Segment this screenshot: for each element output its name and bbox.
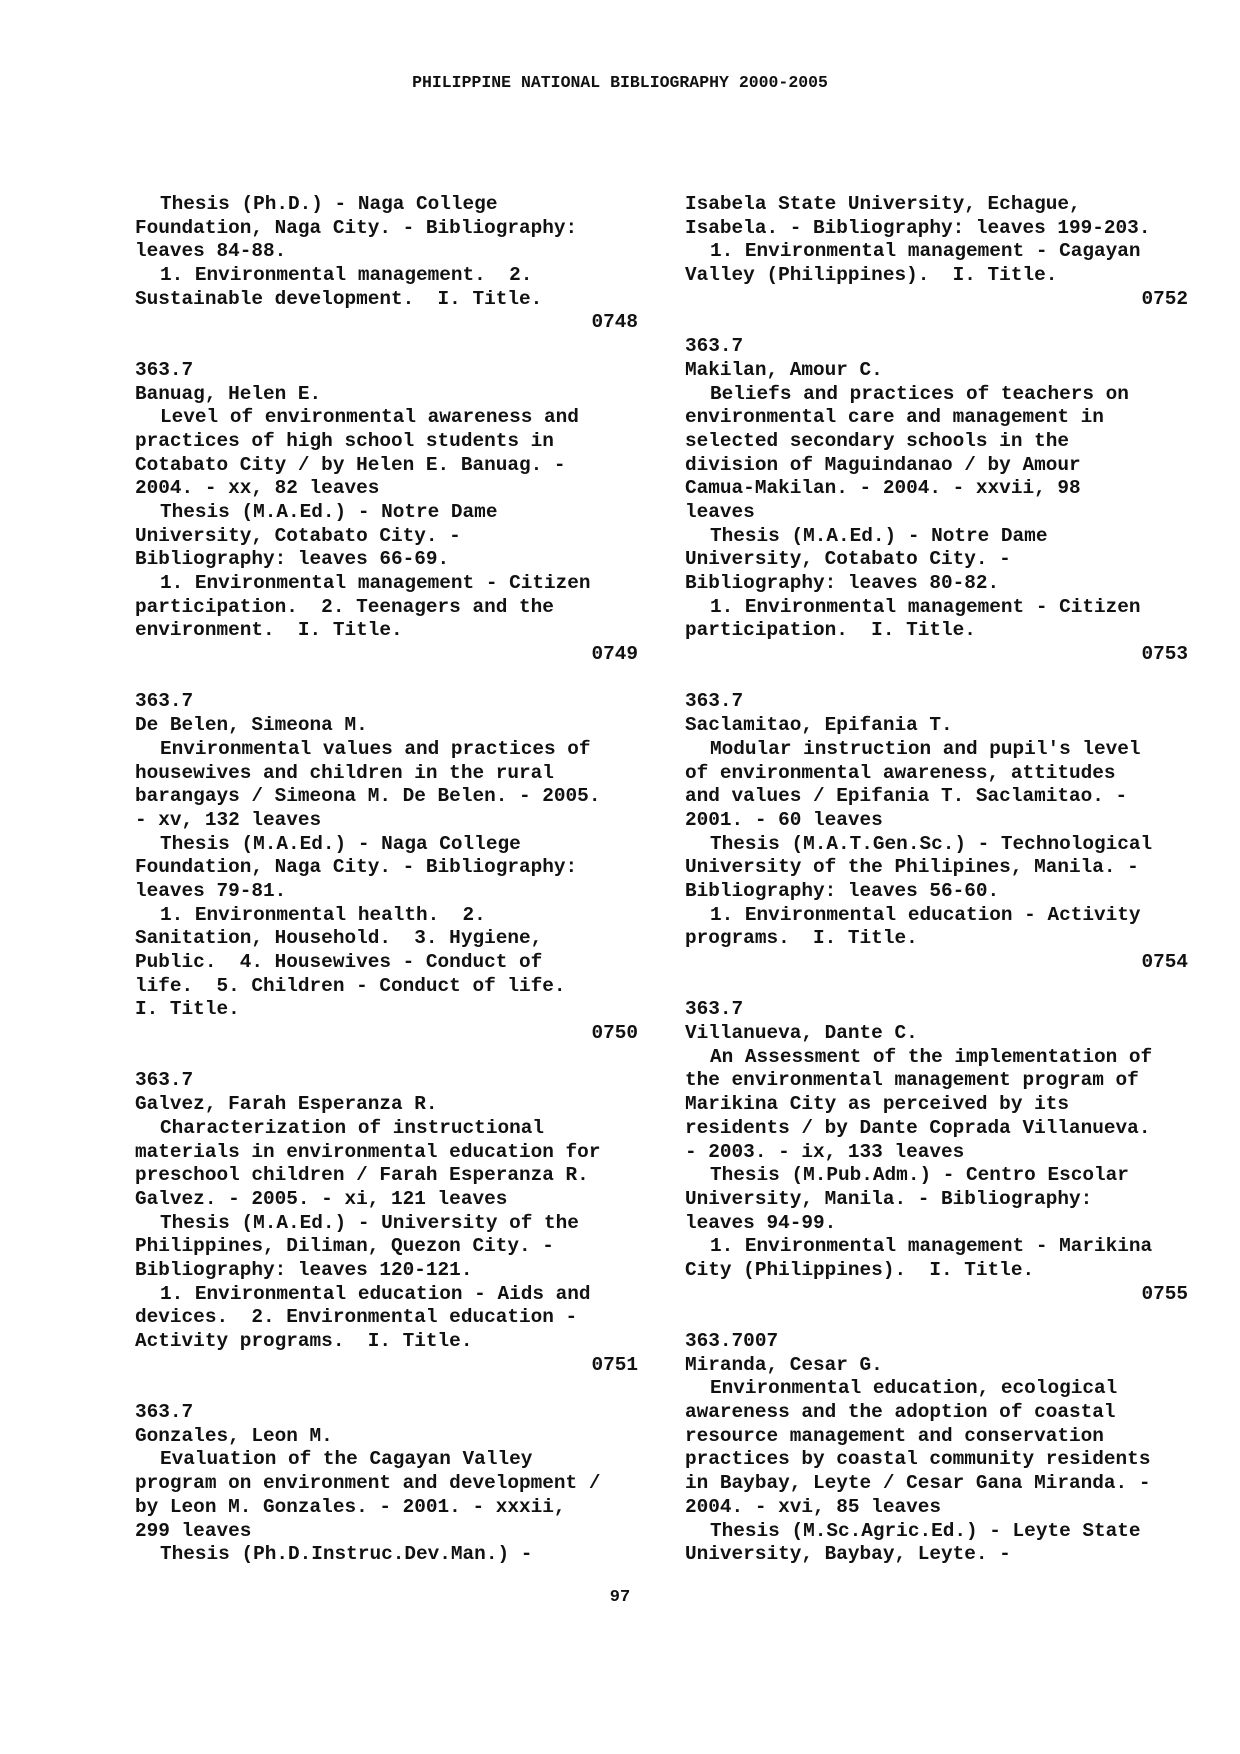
running-header: PHILIPPINE NATIONAL BIBLIOGRAPHY 2000-2005	[412, 73, 828, 92]
text-line: De Belen, Simeona M.	[135, 714, 368, 737]
text-line: Thesis (M.A.Ed.) - Naga College	[160, 832, 521, 855]
text-line: residents / by Dante Coprada Villanueva.	[685, 1116, 1151, 1139]
text-line	[135, 335, 638, 359]
text-line: University, Cotabato City. -	[135, 524, 461, 547]
text-line: leaves 84-88.	[135, 240, 287, 263]
text-line: leaves 94-99.	[685, 1211, 837, 1234]
text-line: Camua-Makilan. - 2004. - xxvii, 98	[685, 477, 1081, 500]
text-line: An Assessment of the implementation of	[710, 1045, 1153, 1068]
text-line: Foundation, Naga City. - Bibliography:	[135, 216, 578, 239]
text-line: Valley (Philippines). I. Title.	[685, 264, 1058, 287]
text-line: University, Cotabato City. -	[685, 548, 1011, 571]
text-line: Thesis (Ph.D.Instruc.Dev.Man.) -	[160, 1543, 533, 1566]
text-line: Galvez, Farah Esperanza R.	[135, 1093, 438, 1116]
text-line: Thesis (M.A.Ed.) - Notre Dame	[160, 500, 498, 523]
text-line: Evaluation of the Cagayan Valley	[160, 1448, 533, 1471]
text-line: 363.7	[685, 690, 744, 713]
text-line: Thesis (Ph.D.) - Naga College	[160, 193, 498, 215]
text-line	[685, 311, 1188, 335]
text-line: and values / Epifania T. Saclamitao. -	[685, 785, 1128, 808]
text-line: housewives and children in the rural	[135, 761, 554, 784]
text-line: programs. I. Title.	[685, 927, 918, 950]
text-line: Beliefs and practices of teachers on	[710, 382, 1129, 405]
text-line: selected secondary schools in the	[685, 429, 1069, 452]
text-line: Characterization of instructional	[160, 1116, 544, 1139]
text-line: Modular instruction and pupil's level	[710, 737, 1141, 760]
text-line: Thesis (M.A.T.Gen.Sc.) - Technological	[710, 832, 1153, 855]
text-line: City (Philippines). I. Title.	[685, 1258, 1035, 1281]
text-line: 363.7	[135, 690, 194, 713]
text-line: Philippines, Diliman, Quezon City. -	[135, 1235, 554, 1258]
text-line: Villanueva, Dante C.	[685, 1022, 918, 1045]
page-number: 97	[609, 1588, 631, 1607]
entry-number: 0748	[591, 311, 638, 334]
text-line: I. Title.	[135, 998, 240, 1021]
text-line: Bibliography: leaves 120-121.	[135, 1258, 473, 1281]
text-line: division of Maguindanao / by Amour	[685, 453, 1081, 476]
text-line: 363.7	[135, 1069, 194, 1092]
text-line: participation. 2. Teenagers and the	[135, 595, 554, 618]
text-line: in Baybay, Leyte / Cesar Gana Miranda. -	[685, 1472, 1151, 1495]
text-line: 2001. - 60 leaves	[685, 808, 883, 831]
text-line: Thesis (M.A.Ed.) - University of the	[160, 1211, 579, 1234]
text-line: 1. Environmental management - Citizen	[160, 572, 591, 594]
text-line: life. 5. Children - Conduct of life.	[135, 974, 566, 997]
text-line: University, Baybay, Leyte. -	[685, 1543, 1011, 1566]
text-line: by Leon M. Gonzales. - 2001. - xxxii,	[135, 1495, 566, 1518]
text-line: program on environment and development /	[135, 1472, 601, 1495]
text-line	[135, 1046, 638, 1070]
entry-number: 0754	[1141, 951, 1188, 973]
text-line: Isabela. - Bibliography: leaves 199-203.	[685, 216, 1151, 239]
text-line: Environmental education, ecological	[710, 1377, 1118, 1400]
text-line: 1. Environmental management. 2.	[160, 264, 533, 287]
text-line: Isabela State University, Echague,	[685, 193, 1081, 215]
entry-number: 0749	[591, 643, 638, 666]
text-line	[135, 1377, 638, 1401]
text-line: the environmental management program of	[685, 1069, 1139, 1092]
text-line: 2004. - xvi, 85 leaves	[685, 1495, 941, 1518]
text-line: Marikina City as perceived by its	[685, 1093, 1069, 1116]
text-line: 363.7	[135, 358, 194, 381]
entry-number: 0755	[1141, 1282, 1188, 1305]
text-line: Sustainable development. I. Title.	[135, 287, 543, 310]
text-line: Galvez. - 2005. - xi, 121 leaves	[135, 1187, 508, 1210]
text-line: materials in environmental education for	[135, 1140, 601, 1163]
text-line: 1. Environmental education - Aids and	[160, 1282, 591, 1305]
text-line: barangays / Simeona M. De Belen. - 2005.	[135, 785, 601, 808]
text-line: Foundation, Naga City. - Bibliography:	[135, 856, 578, 879]
text-line: - 2003. - ix, 133 leaves	[685, 1140, 965, 1163]
text-line: Thesis (M.A.Ed.) - Notre Dame	[710, 524, 1048, 547]
text-line	[685, 667, 1188, 691]
text-line: 363.7	[135, 1401, 194, 1424]
text-line: Saclamitao, Epifania T.	[685, 714, 953, 737]
text-line	[135, 667, 638, 691]
text-line: 363.7	[685, 335, 744, 358]
left-column	[135, 193, 638, 1567]
text-line: 1. Environmental education - Activity	[710, 903, 1141, 926]
text-line: Banuag, Helen E.	[135, 382, 322, 405]
text-line: environmental care and management in	[685, 406, 1104, 429]
text-line: 1. Environmental management - Cagayan	[710, 240, 1141, 263]
text-line: Gonzales, Leon M.	[135, 1424, 333, 1447]
text-line: preschool children / Farah Esperanza R.	[135, 1164, 589, 1187]
text-line: 363.7007	[685, 1330, 779, 1352]
text-line: of environmental awareness, attitudes	[685, 761, 1116, 784]
text-line: Environmental values and practices of	[160, 737, 591, 760]
text-line: University of the Philipines, Manila. -	[685, 856, 1139, 879]
text-line: 299 leaves	[135, 1519, 252, 1542]
text-line: practices of high school students in	[135, 429, 554, 452]
text-line: Public. 4. Housewives - Conduct of	[135, 951, 543, 973]
text-line: environment. I. Title.	[135, 619, 403, 642]
text-line: participation. I. Title.	[685, 619, 976, 642]
text-line: Thesis (M.Sc.Agric.Ed.) - Leyte State	[710, 1519, 1141, 1542]
text-line: devices. 2. Environmental education -	[135, 1306, 578, 1329]
text-line: Bibliography: leaves 56-60.	[685, 879, 1000, 902]
text-line: Bibliography: leaves 80-82.	[685, 572, 1000, 594]
text-line: Sanitation, Household. 3. Hygiene,	[135, 927, 543, 950]
text-line	[685, 1306, 1188, 1330]
text-line: University, Manila. - Bibliography:	[685, 1187, 1093, 1210]
entry-number: 0753	[1141, 643, 1188, 666]
text-line: leaves 79-81.	[135, 879, 287, 902]
entry-number: 0752	[1141, 287, 1188, 310]
right-column	[685, 193, 1188, 1567]
text-line: resource management and conservation	[685, 1424, 1104, 1447]
text-line: Thesis (M.Pub.Adm.) - Centro Escolar	[710, 1164, 1129, 1187]
text-line: 363.7	[685, 998, 744, 1021]
text-line: practices by coastal community residents	[685, 1448, 1151, 1471]
text-line: Cotabato City / by Helen E. Banuag. -	[135, 453, 566, 476]
text-line: 1. Environmental management - Marikina	[710, 1235, 1153, 1258]
text-line: 2004. - xx, 82 leaves	[135, 477, 380, 500]
text-line: leaves	[685, 500, 755, 523]
text-line: awareness and the adoption of coastal	[685, 1401, 1116, 1424]
text-line: Activity programs. I. Title.	[135, 1330, 473, 1352]
text-line: Bibliography: leaves 66-69.	[135, 548, 450, 571]
text-line: - xv, 132 leaves	[135, 808, 322, 831]
text-line: Level of environmental awareness and	[160, 406, 579, 429]
text-line	[685, 975, 1188, 999]
text-line: Miranda, Cesar G.	[685, 1353, 883, 1376]
text-line: 1. Environmental management - Citizen	[710, 595, 1141, 618]
entry-number: 0751	[591, 1353, 638, 1376]
text-line: Makilan, Amour C.	[685, 358, 883, 381]
entry-number: 0750	[591, 1022, 638, 1045]
text-line: 1. Environmental health. 2.	[160, 903, 486, 926]
